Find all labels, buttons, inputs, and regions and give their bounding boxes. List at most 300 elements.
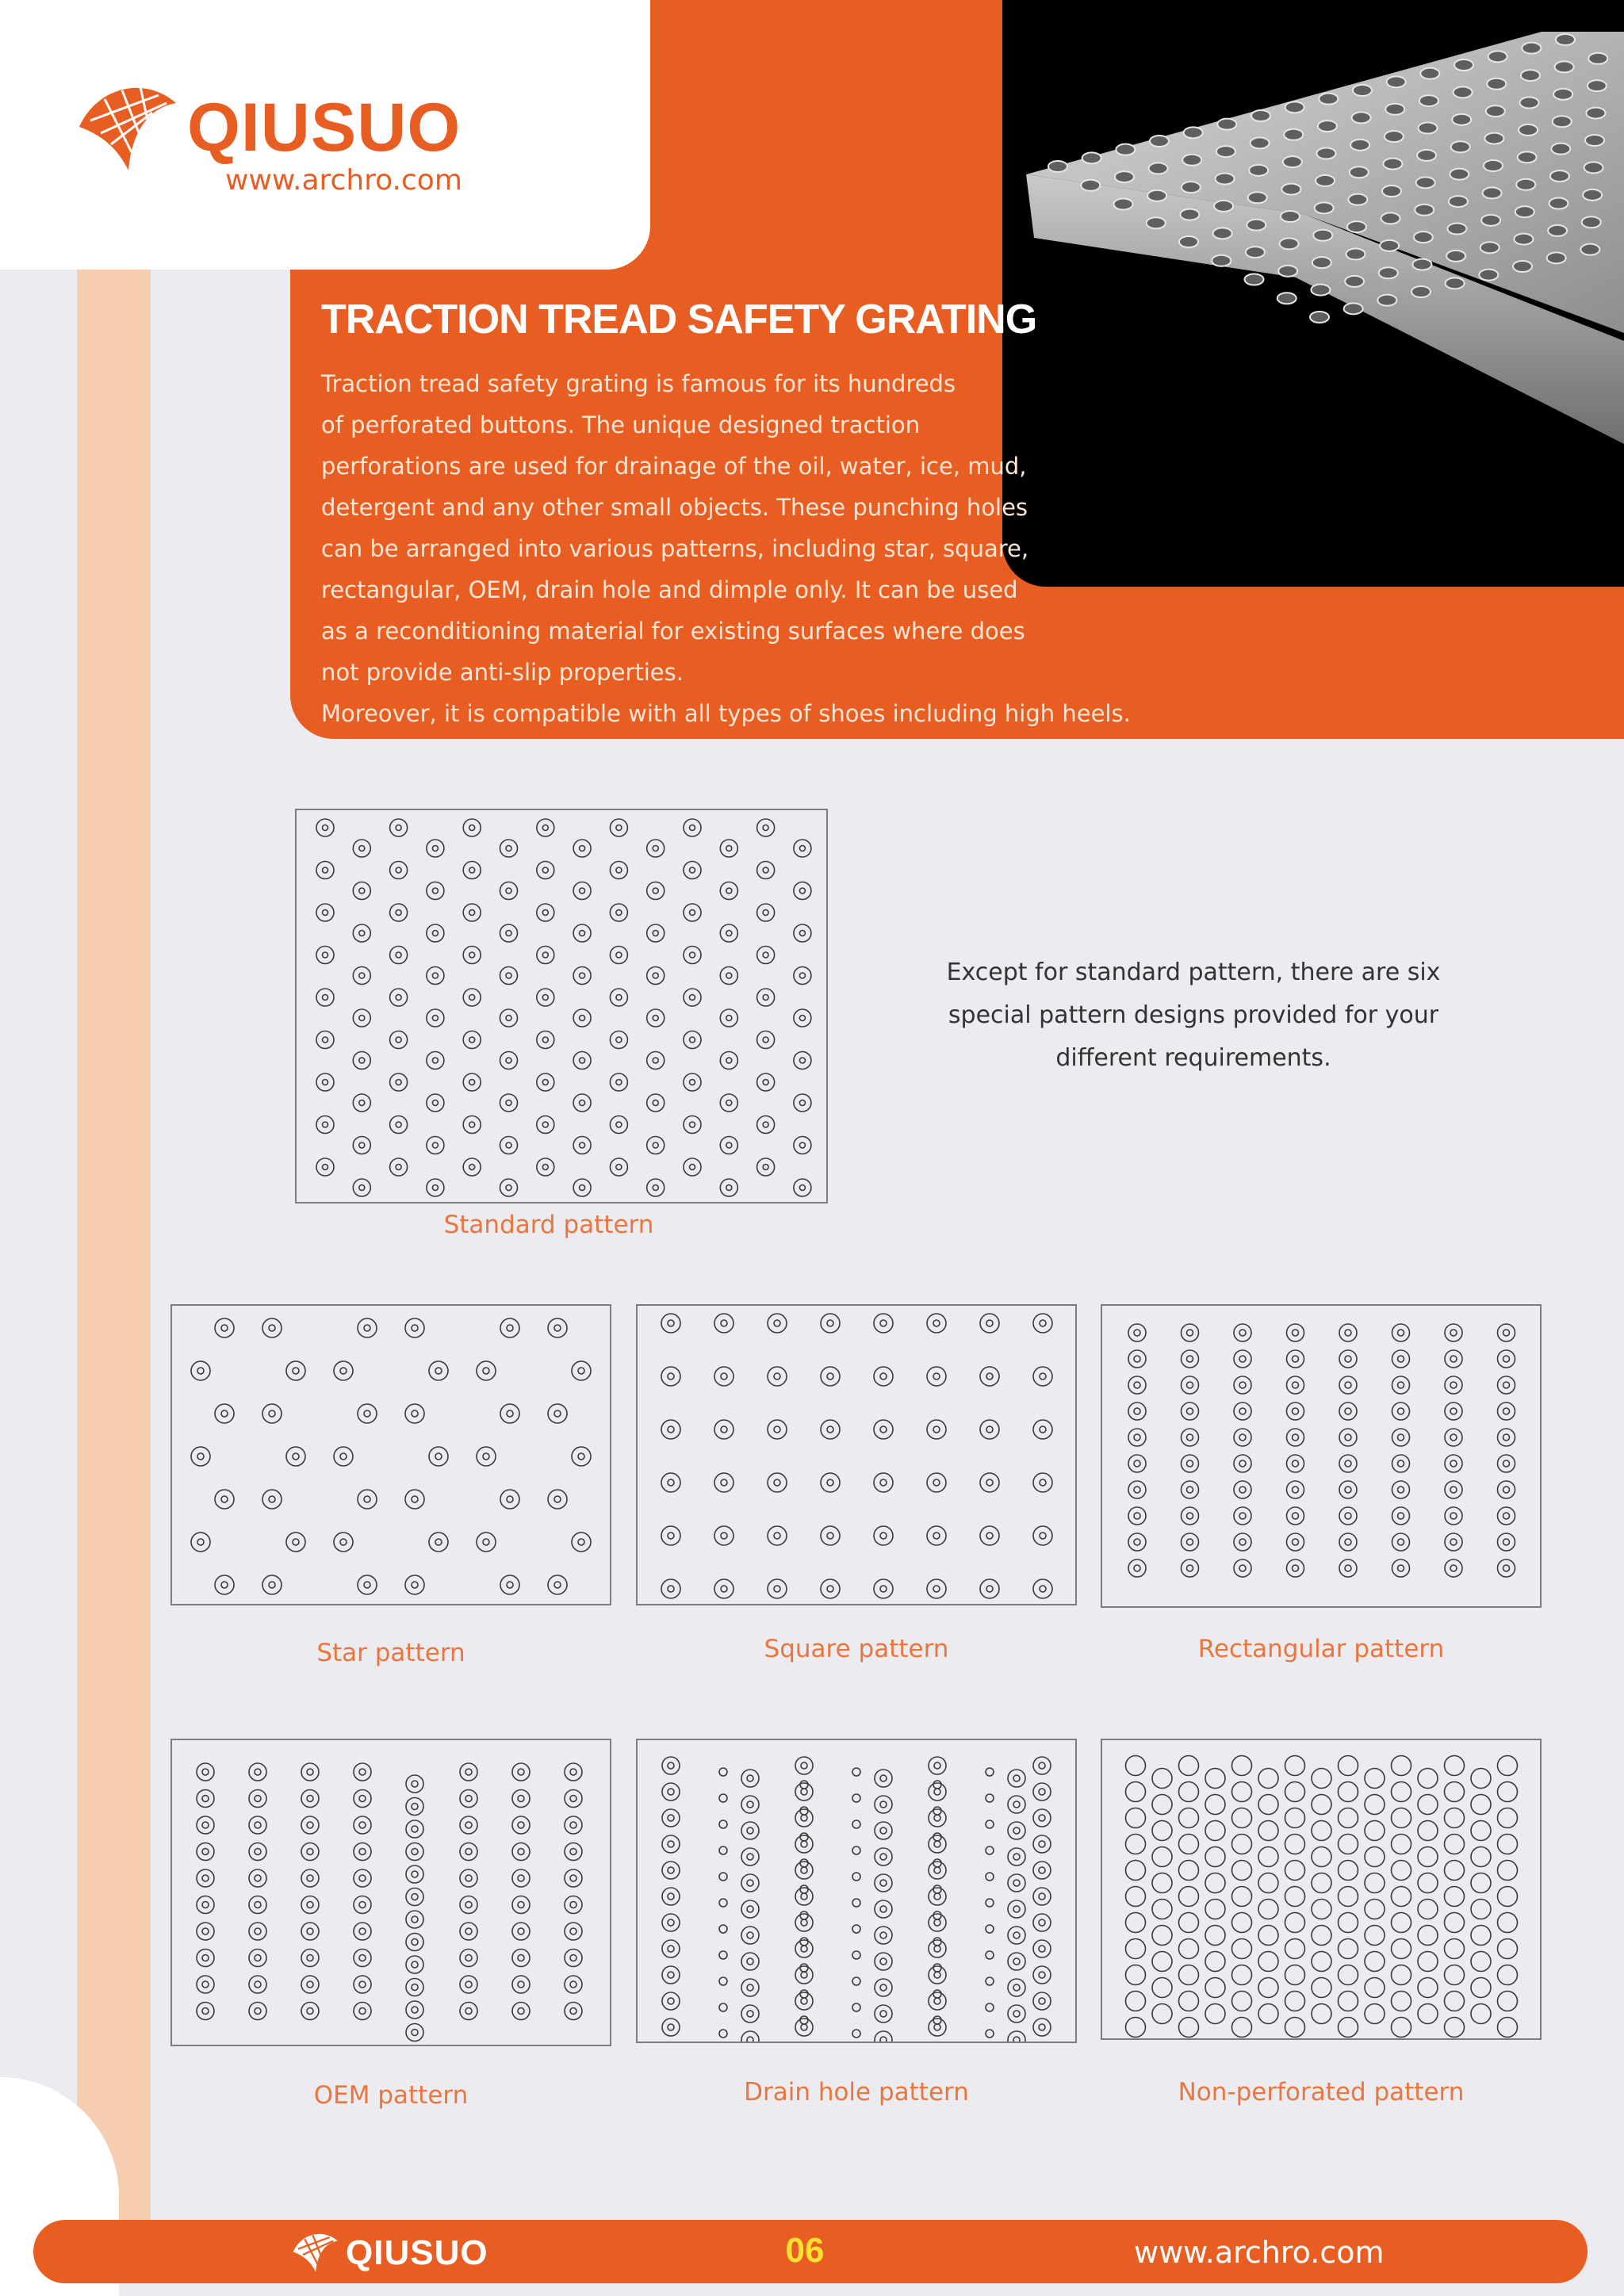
- perforation-ring-icon: [741, 1770, 759, 1787]
- brand-url[interactable]: www.archro.com: [225, 164, 462, 197]
- perforation-ring-icon: [565, 2003, 582, 2020]
- perforation-button: [1387, 76, 1406, 87]
- perforation-ring-icon: [875, 2005, 892, 2022]
- rectangular-pattern-caption: Rectangular pattern: [1197, 1635, 1445, 1663]
- perforation-ring-icon: [986, 1977, 994, 1985]
- perforation-ring-icon: [741, 1953, 759, 1970]
- perforation-ring-icon: [191, 1361, 210, 1380]
- perforation-ring-icon: [1008, 1874, 1025, 1892]
- perforation-button: [1317, 148, 1336, 159]
- perforation-ring-icon: [1179, 1756, 1199, 1776]
- perforation-ring-icon: [1033, 1579, 1052, 1598]
- perforation-ring-icon: [980, 1420, 999, 1439]
- perforation-ring-icon: [927, 1473, 946, 1492]
- perforation-ring-icon: [986, 1820, 994, 1828]
- perforation-ring-icon: [354, 1896, 371, 1914]
- perforation-button: [1149, 163, 1168, 174]
- perforation-ring-icon: [714, 1579, 733, 1598]
- perforation-ring-icon: [406, 1956, 423, 1973]
- perforation-ring-icon: [1418, 1978, 1438, 1998]
- perforation-ring-icon: [1392, 1455, 1410, 1472]
- perforation-ring-icon: [1285, 2018, 1305, 2038]
- description-line: as a reconditioning material for existing surfaces where does: [321, 618, 1025, 645]
- perforation-ring-icon: [429, 1447, 448, 1466]
- perforation-ring-icon: [1232, 1992, 1252, 2011]
- perforation-ring-icon: [316, 989, 334, 1006]
- perforation-ring-icon: [573, 924, 591, 942]
- perforation-ring-icon: [1232, 1808, 1252, 1828]
- perforation-button: [1213, 228, 1232, 239]
- perforation-ring-icon: [986, 2030, 994, 2038]
- perforation-ring-icon: [463, 1116, 481, 1134]
- perforation-ring-icon: [1182, 1376, 1199, 1394]
- perforation-ring-icon: [661, 1314, 680, 1333]
- perforation-ring-icon: [249, 2003, 266, 2020]
- perforation-ring-icon: [1498, 1887, 1518, 1907]
- perforation-button: [1519, 124, 1538, 136]
- perforation-button: [1486, 105, 1505, 117]
- perforation-ring-icon: [500, 1490, 519, 1509]
- perforation-ring-icon: [573, 1009, 591, 1027]
- perforation-ring-icon: [1339, 1965, 1358, 1985]
- perforation-ring-icon: [500, 840, 518, 857]
- perforation-ring-icon: [1392, 1965, 1411, 1985]
- perforation-ring-icon: [1126, 1965, 1146, 1985]
- perforation-ring-icon: [1128, 1533, 1146, 1551]
- drain-hole-pattern-diagram: [636, 1739, 1077, 2043]
- perforation-ring-icon: [1339, 1782, 1358, 1802]
- perforation-ring-icon: [852, 1899, 860, 1907]
- perforation-ring-icon: [406, 1820, 423, 1838]
- perforation-ring-icon: [875, 1953, 892, 1970]
- perforation-button: [1480, 242, 1500, 253]
- perforation-button: [1379, 267, 1398, 278]
- perforation-ring-icon: [741, 1874, 759, 1892]
- perforation-ring-icon: [358, 1404, 377, 1423]
- perforation-ring-icon: [1128, 1507, 1146, 1525]
- perforation-button: [1488, 51, 1507, 62]
- perforation-ring-icon: [821, 1420, 840, 1439]
- perforation-ring-icon: [1339, 1324, 1357, 1341]
- perforation-ring-icon: [1445, 1992, 1465, 2011]
- perforation-ring-icon: [1232, 1782, 1252, 1802]
- perforation-button: [1347, 221, 1366, 232]
- perforation-ring-icon: [852, 1820, 860, 1828]
- perforation-button: [1284, 129, 1303, 140]
- perforation-ring-icon: [537, 1073, 554, 1091]
- perforation-ring-icon: [757, 1031, 775, 1049]
- perforation-ring-icon: [537, 819, 554, 836]
- perforation-ring-icon: [1339, 1429, 1357, 1446]
- perforation-ring-icon: [512, 1950, 530, 1967]
- perforation-ring-icon: [1471, 1900, 1491, 1919]
- perforation-ring-icon: [1312, 2004, 1331, 2024]
- perforation-ring-icon: [852, 1794, 860, 1802]
- perforation-ring-icon: [684, 1158, 701, 1176]
- perforation-ring-icon: [463, 947, 481, 964]
- perforation-ring-icon: [500, 924, 518, 942]
- non-perforated-pattern-caption: Non-perforated pattern: [1178, 2078, 1465, 2107]
- perforation-button: [1383, 159, 1402, 170]
- perforation-ring-icon: [406, 1775, 423, 1793]
- perforation-button: [1278, 266, 1297, 277]
- perforation-ring-icon: [684, 819, 701, 836]
- perforation-ring-icon: [741, 1979, 759, 1996]
- perforation-ring-icon: [191, 1447, 210, 1466]
- perforation-ring-icon: [1287, 1350, 1304, 1368]
- perforation-button: [1248, 192, 1267, 203]
- perforation-ring-icon: [1205, 2004, 1225, 2024]
- perforation-ring-icon: [1287, 1533, 1304, 1551]
- perforation-ring-icon: [1471, 1873, 1491, 1893]
- perforation-button: [1114, 199, 1133, 210]
- perforation-button: [1580, 244, 1599, 255]
- perforation-ring-icon: [1182, 1350, 1199, 1368]
- perforation-ring-icon: [1232, 1861, 1252, 1881]
- perforation-ring-icon: [795, 1940, 813, 1957]
- perforation-ring-icon: [1232, 2018, 1252, 2038]
- perforation-ring-icon: [933, 1938, 941, 1946]
- perforation-ring-icon: [768, 1579, 787, 1598]
- perforation-ring-icon: [512, 1923, 530, 1940]
- perforation-ring-icon: [757, 1073, 775, 1091]
- perforation-button: [1350, 166, 1369, 178]
- perforation-button: [1555, 61, 1574, 72]
- perforation-ring-icon: [1418, 1821, 1438, 1841]
- perforation-ring-icon: [316, 1073, 334, 1091]
- perforation-ring-icon: [1205, 1873, 1225, 1893]
- perforation-ring-icon: [548, 1404, 567, 1423]
- perforation-ring-icon: [427, 1094, 444, 1112]
- perforation-ring-icon: [610, 1116, 627, 1134]
- perforation-ring-icon: [1205, 1900, 1225, 1919]
- perforation-ring-icon: [800, 2016, 808, 2024]
- perforation-ring-icon: [1498, 1350, 1515, 1368]
- perforation-ring-icon: [852, 1873, 860, 1881]
- perforation-button: [1381, 212, 1400, 224]
- perforation-ring-icon: [1008, 2005, 1025, 2022]
- perforation-ring-icon: [986, 1899, 994, 1907]
- perforation-ring-icon: [927, 1367, 946, 1386]
- perforation-ring-icon: [1152, 1926, 1172, 1946]
- perforation-ring-icon: [1445, 1756, 1465, 1776]
- perforation-ring-icon: [565, 1896, 582, 1914]
- perforation-ring-icon: [427, 1009, 444, 1027]
- perforation-ring-icon: [800, 1938, 808, 1946]
- perforation-ring-icon: [1234, 1559, 1251, 1577]
- perforation-ring-icon: [1392, 1481, 1410, 1498]
- perforation-ring-icon: [757, 819, 775, 836]
- perforation-button: [1414, 232, 1433, 243]
- perforation-ring-icon: [795, 1888, 813, 1905]
- perforation-button: [1048, 161, 1067, 172]
- perforation-ring-icon: [1471, 1821, 1491, 1841]
- perforation-ring-icon: [1418, 1795, 1438, 1815]
- perforation-ring-icon: [929, 1835, 946, 1853]
- perforation-ring-icon: [800, 1990, 808, 1998]
- perforation-button: [1316, 175, 1335, 186]
- perforation-ring-icon: [1498, 1782, 1518, 1802]
- perforation-ring-icon: [795, 1809, 813, 1827]
- perforation-ring-icon: [1445, 1376, 1462, 1394]
- perforation-ring-icon: [460, 1763, 477, 1781]
- left-accent-stripe: [77, 0, 151, 2224]
- perforation-ring-icon: [1365, 1769, 1385, 1789]
- perforation-ring-icon: [427, 967, 444, 985]
- perforation-ring-icon: [197, 1950, 214, 1967]
- description-line: can be arranged into various patterns, including star, square,: [321, 535, 1029, 562]
- perforation-ring-icon: [573, 1094, 591, 1112]
- perforation-ring-icon: [1445, 1429, 1462, 1446]
- perforation-ring-icon: [548, 1318, 567, 1337]
- perforation-button: [1454, 59, 1473, 71]
- perforation-ring-icon: [852, 1925, 860, 1933]
- perforation-ring-icon: [933, 2016, 941, 2024]
- perforation-ring-icon: [1392, 1402, 1410, 1420]
- perforation-ring-icon: [249, 1923, 266, 1940]
- perforation-ring-icon: [406, 1888, 423, 1906]
- perforation-ring-icon: [1126, 1887, 1146, 1907]
- perforation-ring-icon: [354, 1816, 371, 1834]
- perforation-button: [1483, 187, 1502, 198]
- perforation-ring-icon: [548, 1575, 567, 1594]
- perforation-ring-icon: [390, 1031, 408, 1049]
- perforation-ring-icon: [500, 1575, 519, 1594]
- perforation-button: [1251, 110, 1270, 121]
- perforation-ring-icon: [1232, 1965, 1252, 1985]
- perforation-ring-icon: [1152, 1769, 1172, 1789]
- perforation-ring-icon: [1008, 1796, 1025, 1813]
- perforation-ring-icon: [249, 1816, 266, 1834]
- perforation-ring-icon: [197, 1816, 214, 1834]
- perforation-ring-icon: [1339, 2018, 1358, 2038]
- perforation-ring-icon: [1498, 1861, 1518, 1881]
- perforation-button: [1249, 165, 1268, 176]
- perforation-ring-icon: [1285, 1992, 1305, 2011]
- perforation-ring-icon: [354, 2003, 371, 2020]
- rectangular-pattern-diagram: [1101, 1304, 1542, 1608]
- perforation-ring-icon: [684, 904, 701, 921]
- perforation-ring-icon: [1033, 1940, 1051, 1957]
- perforation-ring-icon: [301, 2003, 319, 2020]
- perforation-ring-icon: [1234, 1481, 1251, 1498]
- perforation-ring-icon: [768, 1473, 787, 1492]
- perforation-ring-icon: [1339, 1376, 1357, 1394]
- perforation-ring-icon: [795, 1862, 813, 1879]
- perforation-ring-icon: [741, 1927, 759, 1944]
- perforation-ring-icon: [795, 1757, 813, 1774]
- perforation-ring-icon: [1152, 1821, 1172, 1841]
- description-line: of perforated buttons. The unique designed traction: [321, 411, 921, 438]
- perforation-ring-icon: [875, 1848, 892, 1866]
- perforation-ring-icon: [1339, 1533, 1357, 1551]
- perforation-ring-icon: [215, 1318, 234, 1337]
- perforation-button: [1415, 205, 1434, 216]
- perforation-ring-icon: [757, 1158, 775, 1176]
- perforation-ring-icon: [353, 1094, 370, 1112]
- perforation-ring-icon: [800, 1781, 808, 1789]
- perforation-ring-icon: [1445, 1481, 1462, 1498]
- perforation-ring-icon: [662, 1888, 680, 1905]
- perforation-ring-icon: [197, 2003, 214, 2020]
- perforation-ring-icon: [821, 1473, 840, 1492]
- perforation-ring-icon: [933, 1964, 941, 1972]
- perforation-ring-icon: [1285, 1756, 1305, 1776]
- perforation-ring-icon: [460, 1950, 477, 1967]
- perforation-ring-icon: [1258, 1873, 1278, 1893]
- perforation-ring-icon: [1339, 1913, 1358, 1933]
- perforation-ring-icon: [301, 1950, 319, 1967]
- perforation-ring-icon: [661, 1367, 680, 1386]
- perforation-ring-icon: [929, 1940, 946, 1957]
- perforation-button: [1217, 119, 1236, 130]
- perforation-ring-icon: [1287, 1429, 1304, 1446]
- perforation-ring-icon: [1498, 1481, 1515, 1498]
- perforation-ring-icon: [565, 1923, 582, 1940]
- perforation-ring-icon: [1205, 1978, 1225, 1998]
- perforation-ring-icon: [720, 1052, 737, 1070]
- perforation-button: [1385, 104, 1404, 115]
- perforation-ring-icon: [720, 882, 737, 900]
- perforation-ring-icon: [610, 819, 627, 836]
- oem-pattern-diagram: [170, 1739, 611, 2046]
- perforation-ring-icon: [821, 1579, 840, 1598]
- perforation-ring-icon: [537, 947, 554, 964]
- perforation-ring-icon: [500, 1179, 518, 1196]
- perforation-ring-icon: [262, 1404, 282, 1423]
- perforation-ring-icon: [460, 1869, 477, 1887]
- description-line: detergent and any other small objects. These punching holes: [321, 494, 1028, 521]
- perforation-ring-icon: [1152, 1900, 1172, 1919]
- perforation-ring-icon: [1033, 1783, 1051, 1800]
- perforation-ring-icon: [429, 1533, 448, 1552]
- perforation-ring-icon: [1339, 1507, 1357, 1525]
- perforation-ring-icon: [1365, 1821, 1385, 1841]
- perforation-ring-icon: [647, 1009, 665, 1027]
- perforation-ring-icon: [1258, 1795, 1278, 1815]
- perforation-ring-icon: [573, 1137, 591, 1154]
- perforation-ring-icon: [406, 2024, 423, 2042]
- perforation-ring-icon: [1445, 1455, 1462, 1472]
- perforation-ring-icon: [572, 1447, 591, 1466]
- perforation-ring-icon: [1258, 1900, 1278, 1919]
- perforation-ring-icon: [1498, 1835, 1518, 1854]
- perforation-ring-icon: [1498, 1429, 1515, 1446]
- perforation-button: [1280, 238, 1299, 249]
- perforation-ring-icon: [1339, 1756, 1358, 1776]
- perforation-button: [1353, 85, 1372, 96]
- perforation-ring-icon: [1287, 1376, 1304, 1394]
- perforation-ring-icon: [741, 2031, 759, 2042]
- perforation-ring-icon: [406, 2001, 423, 2019]
- perforation-ring-icon: [1365, 1926, 1385, 1946]
- perforation-button: [1484, 160, 1503, 171]
- perforation-ring-icon: [1126, 1835, 1146, 1854]
- perforation-ring-icon: [316, 1031, 334, 1049]
- perforation-ring-icon: [714, 1314, 733, 1333]
- perforation-ring-icon: [573, 882, 591, 900]
- perforation-button: [1549, 198, 1568, 209]
- perforation-ring-icon: [1205, 1769, 1225, 1789]
- perforation-ring-icon: [406, 1866, 423, 1883]
- perforation-button: [1214, 201, 1233, 212]
- perforation-ring-icon: [537, 1158, 554, 1176]
- perforation-ring-icon: [1365, 1952, 1385, 1972]
- perforation-ring-icon: [927, 1314, 946, 1333]
- intro-note: Except for standard pattern, there are six special pattern designs provided for your different requirements.: [946, 959, 1441, 1072]
- perforation-button: [1345, 276, 1364, 287]
- perforation-button: [1377, 295, 1396, 306]
- perforation-button: [1487, 78, 1506, 90]
- perforation-ring-icon: [463, 862, 481, 879]
- perforation-ring-icon: [573, 967, 591, 985]
- perforation-ring-icon: [1445, 1835, 1465, 1854]
- perforation-ring-icon: [573, 1179, 591, 1196]
- perforation-ring-icon: [1339, 1992, 1358, 2011]
- perforation-ring-icon: [875, 1770, 892, 1787]
- perforation-ring-icon: [662, 1992, 680, 2010]
- perforation-ring-icon: [1339, 1481, 1357, 1498]
- perforation-ring-icon: [565, 1950, 582, 1967]
- perforation-ring-icon: [1418, 1873, 1438, 1893]
- perforation-ring-icon: [795, 1966, 813, 1984]
- perforation-ring-icon: [874, 1473, 893, 1492]
- perforation-button: [1516, 179, 1535, 190]
- perforation-ring-icon: [1312, 1978, 1331, 1998]
- perforation-ring-icon: [1285, 1887, 1305, 1907]
- perforation-button: [1150, 136, 1169, 147]
- perforation-ring-icon: [719, 2030, 727, 2038]
- perforation-ring-icon: [1339, 1939, 1358, 1959]
- perforation-button: [1212, 255, 1231, 266]
- perforation-ring-icon: [1445, 1324, 1462, 1341]
- perforation-ring-icon: [874, 1579, 893, 1598]
- perforation-button: [1245, 274, 1264, 285]
- perforation-ring-icon: [1418, 1952, 1438, 1972]
- perforation-ring-icon: [986, 1873, 994, 1881]
- perforation-button: [1584, 162, 1603, 173]
- perforation-ring-icon: [353, 1052, 370, 1070]
- product-photo: [1002, 0, 1624, 587]
- perforation-ring-icon: [1365, 1900, 1385, 1919]
- perforation-ring-icon: [500, 1404, 519, 1423]
- perforation-button: [1348, 194, 1367, 205]
- perforation-ring-icon: [1418, 2004, 1438, 2024]
- perforation-button: [1285, 101, 1304, 113]
- perforation-button: [1452, 114, 1471, 125]
- perforation-button: [1419, 95, 1438, 106]
- perforation-ring-icon: [301, 1843, 319, 1861]
- perforation-ring-icon: [1339, 1402, 1357, 1420]
- perforation-ring-icon: [1033, 1809, 1051, 1827]
- perforation-ring-icon: [647, 924, 665, 942]
- perforation-ring-icon: [512, 1843, 530, 1861]
- perforation-ring-icon: [1392, 1939, 1411, 1959]
- perforation-ring-icon: [1234, 1507, 1251, 1525]
- perforation-ring-icon: [316, 947, 334, 964]
- perforation-ring-icon: [565, 1843, 582, 1861]
- perforation-button: [1451, 141, 1470, 152]
- perforation-ring-icon: [1033, 1835, 1051, 1853]
- perforation-ring-icon: [875, 1822, 892, 1839]
- standard-pattern-caption: Standard pattern: [443, 1211, 654, 1239]
- perforation-ring-icon: [1205, 1926, 1225, 1946]
- perforation-ring-icon: [800, 1964, 808, 1972]
- footer-url[interactable]: www.archro.com: [1134, 2235, 1385, 2270]
- perforation-ring-icon: [1128, 1455, 1146, 1472]
- qiusuo-net-logo-icon: [290, 2224, 339, 2276]
- perforation-ring-icon: [986, 1846, 994, 1854]
